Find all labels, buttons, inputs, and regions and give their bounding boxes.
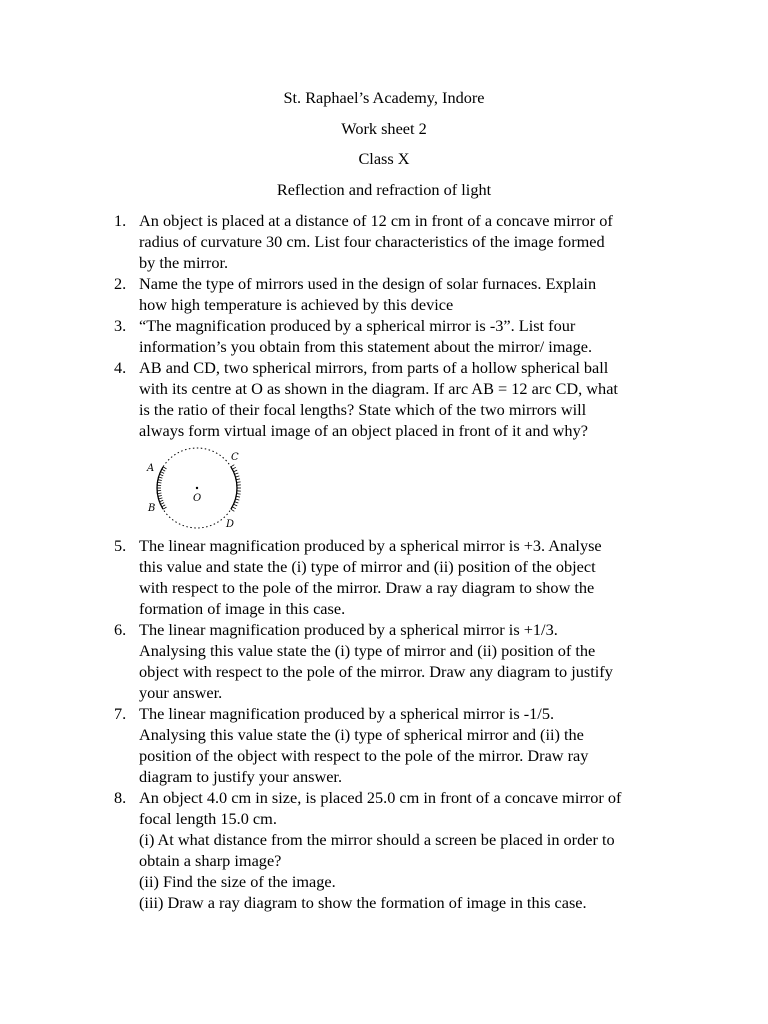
worksheet-number: Work sheet 2 xyxy=(341,119,427,138)
question-line: An object is placed at a distance of 12 cm in front of a concave mirror of xyxy=(139,211,613,230)
question-text xyxy=(139,273,684,315)
question-item xyxy=(0,357,768,441)
question-text xyxy=(139,787,684,913)
question-line: always form virtual image of an object placed in front of it and why? xyxy=(139,421,588,440)
question-number: 6. xyxy=(114,620,127,639)
topic-title: Reflection and refraction of light xyxy=(276,180,492,199)
label-o: O xyxy=(193,493,202,504)
mirror-ab-hatching xyxy=(157,467,167,509)
question-text xyxy=(139,357,684,441)
question-line: “The magnification produced by a spherical mirror is -3”. List four xyxy=(139,316,576,335)
question-text xyxy=(139,619,684,703)
question-line: information’s you obtain from this statement about the mirror/ image. xyxy=(139,337,593,356)
question-item xyxy=(0,787,768,913)
question-line: (iii) Draw a ray diagram to show the formation of image in this case. xyxy=(139,893,587,912)
question-line: this value and state the (i) type of mirror and (ii) position of the object xyxy=(139,557,596,576)
label-c: C xyxy=(231,452,239,463)
question-item xyxy=(0,210,768,273)
question-item xyxy=(0,273,768,315)
question-line: object with respect to the pole of the mirror. Draw any diagram to justify xyxy=(139,662,613,681)
school-name: St. Raphael’s Academy, Indore xyxy=(283,88,485,107)
question-item xyxy=(0,315,768,357)
question-line: is the ratio of their focal lengths? State which of the two mirrors will xyxy=(139,400,587,419)
question-line: Analysing this value state the (i) type of mirror and (ii) position of the xyxy=(139,641,596,660)
question-item xyxy=(0,703,768,787)
question-line: your answer. xyxy=(139,683,223,702)
question-line: radius of curvature 30 cm. List four characteristics of the image formed xyxy=(139,232,605,251)
question-number: 5. xyxy=(114,536,127,555)
question-item xyxy=(0,535,768,619)
label-a: A xyxy=(147,463,155,474)
question-text xyxy=(139,703,684,787)
label-b: B xyxy=(148,503,156,514)
label-d: D xyxy=(226,519,235,530)
question-line: The linear magnification produced by a spherical mirror is +1/3. xyxy=(139,620,558,639)
mirror-cd xyxy=(231,467,237,509)
question-line: position of the object with respect to the pole of the mirror. Draw ray xyxy=(139,746,589,765)
spherical-mirror-diagram xyxy=(144,446,254,536)
question-line: Analysing this value state the (i) type of spherical mirror and (ii) the xyxy=(139,725,584,744)
question-line: (ii) Find the size of the image. xyxy=(139,872,336,891)
question-text xyxy=(139,535,684,619)
question-line: AB and CD, two spherical mirrors, from parts of a hollow spherical ball xyxy=(139,358,609,377)
question-number: 4. xyxy=(114,358,127,377)
question-line: with its centre at O as shown in the diagram. If arc AB = 12 arc CD, what xyxy=(139,379,618,398)
question-item xyxy=(0,619,768,703)
question-text xyxy=(139,315,684,357)
question-text xyxy=(139,210,684,273)
question-line: how high temperature is achieved by this device xyxy=(139,295,454,314)
question-line: Name the type of mirrors used in the design of solar furnaces. Explain xyxy=(139,274,597,293)
centre-point xyxy=(196,487,198,489)
question-line: formation of image in this case. xyxy=(139,599,346,618)
question-number: 8. xyxy=(114,788,127,807)
question-line: diagram to justify your answer. xyxy=(139,767,343,786)
class-label: Class X xyxy=(358,149,410,168)
question-line: with respect to the pole of the mirror. Draw a ray diagram to show the xyxy=(139,578,595,597)
question-line: (i) At what distance from the mirror should a screen be placed in order to xyxy=(139,830,615,849)
question-line: An object 4.0 cm in size, is placed 25.0 cm in front of a concave mirror of xyxy=(139,788,622,807)
question-number: 3. xyxy=(114,316,127,335)
question-line: by the mirror. xyxy=(139,253,229,272)
question-number: 1. xyxy=(114,211,127,230)
question-line: focal length 15.0 cm. xyxy=(139,809,277,828)
question-line: obtain a sharp image? xyxy=(139,851,282,870)
question-line: The linear magnification produced by a spherical mirror is -1/5. xyxy=(139,704,555,723)
mirror-cd-hatching xyxy=(231,465,241,512)
question-number: 2. xyxy=(114,274,127,293)
question-number: 7. xyxy=(114,704,127,723)
question-list xyxy=(0,210,768,913)
question-line: The linear magnification produced by a spherical mirror is +3. Analyse xyxy=(139,536,602,555)
